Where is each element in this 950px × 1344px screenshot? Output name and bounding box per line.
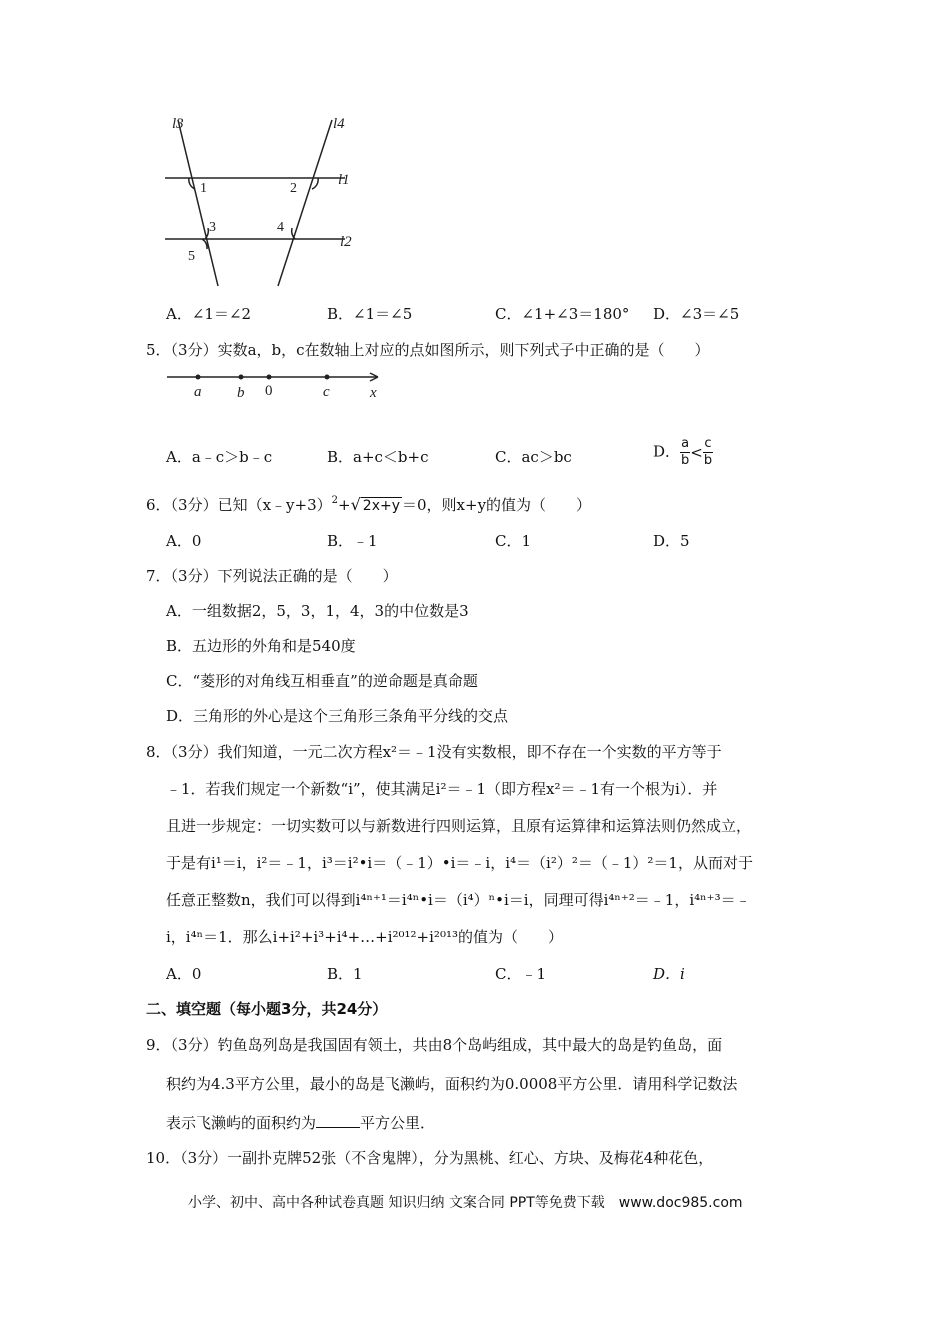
q7-option-b: B．五边形的外角和是540度 <box>166 637 356 655</box>
q8-option-d: D．i <box>653 965 685 983</box>
q4-option-d: D．∠3＝∠5 <box>653 305 740 323</box>
q5-option-c: C．ac＞bc <box>495 448 572 466</box>
angle-1: 1 <box>200 181 207 196</box>
q6-stem: 6．（3分）已知（x﹣y+3）$^2$+√ 2x+y ＝0，则x+y的值为（ ） <box>146 495 592 514</box>
q9-line-3-post: 平方公里． <box>360 1114 436 1132</box>
parallel-lines-figure <box>150 108 370 308</box>
label-l1: l1 <box>338 172 350 188</box>
q8-option-b: B．1 <box>327 965 363 983</box>
q8-line-1: 8．（3分）我们知道，一元二次方程x²＝﹣1没有实数根，即不存在一个实数的平方等于 <box>146 743 722 761</box>
q6-option-b: B．﹣1 <box>327 532 378 550</box>
q6-exponent: 2 <box>331 495 339 506</box>
number-line-figure <box>164 365 394 401</box>
q5-stem: 5．（3分）实数a，b，c在数轴上对应的点如图所示，则下列式子中正确的是（ ） <box>146 341 710 359</box>
q6-plus: + <box>338 496 351 514</box>
label-l4: l4 <box>333 116 345 132</box>
angle-3: 3 <box>209 220 216 235</box>
q7-option-d: D．三角形的外心是这个三角形三条角平分线的交点 <box>166 707 509 725</box>
q6-stem-pre: 6．（3分）已知（x﹣y+3） <box>146 496 332 514</box>
q5-option-d-prefix: D． <box>653 442 681 461</box>
q4-option-c: C．∠1+∠3＝180° <box>495 305 630 323</box>
q8-line-6: i，i⁴ⁿ＝1．那么i+i²+i³+i⁴+…+i²⁰¹²+i²⁰¹³的值为（ ） <box>166 928 563 946</box>
label-l2: l2 <box>340 234 352 250</box>
fraction-a-over-b: $\frac{a}{b}$ <box>681 436 690 468</box>
less-than: < <box>690 443 703 462</box>
axis-label-b: b <box>237 385 245 401</box>
angle-4: 4 <box>277 220 284 235</box>
q8-line-5: 任意正整数n，我们可以得到i⁴ⁿ⁺¹＝i⁴ⁿ•i＝（i⁴）ⁿ•i＝i，同理可得i⁴ⁿ⁺²＝﹣1，i⁴ⁿ⁺³＝﹣ <box>166 891 751 909</box>
q4-option-a: A．∠1＝∠2 <box>166 305 252 323</box>
axis-label-c: c <box>323 384 330 400</box>
axis-label-0: 0 <box>265 383 273 399</box>
q4-option-b: B．∠1＝∠5 <box>327 305 413 323</box>
q7-option-c: C．“菱形的对角线互相垂直”的逆命题是真命题 <box>166 672 478 690</box>
answer-blank[interactable] <box>316 1113 360 1128</box>
q8-line-2: ﹣1．若我们规定一个新数“i”，使其满足i²＝﹣1（即方程x²＝﹣1有一个根为i）．并 <box>166 780 718 798</box>
q9-line-2: 积约为4.3平方公里，最小的岛是飞濑屿，面积约为0.0008平方公里．请用科学记数法 <box>166 1075 738 1093</box>
q9-line-3 <box>166 1112 435 1133</box>
q6-stem-post: ＝0，则x+y的值为（ ） <box>402 496 592 514</box>
q5-option-d <box>653 436 713 469</box>
q5-option-b: B．a+c＜b+c <box>327 448 429 466</box>
q8-option-c: C．﹣1 <box>495 965 547 983</box>
q6-option-c: C．1 <box>495 532 532 550</box>
axis-label-x: x <box>370 385 377 401</box>
angle-5: 5 <box>188 249 195 264</box>
q6-option-a: A．0 <box>166 532 202 550</box>
q9-line-1: 9．（3分）钓鱼岛列岛是我国固有领土，共由8个岛屿组成，其中最大的岛是钓鱼岛，面 <box>146 1036 723 1054</box>
section-fill-in-heading: 二、填空题（每小题3分，共24分） <box>146 1000 388 1018</box>
q8-line-4: 于是有i¹＝i，i²＝﹣1，i³＝i²•i＝（﹣1）•i＝﹣i，i⁴＝（i²）²＝（﹣1）²＝1，从而对于 <box>166 854 753 872</box>
q7-stem: 7．（3分）下列说法正确的是（ ） <box>146 567 398 585</box>
angle-2: 2 <box>290 181 297 196</box>
page-footer: 小学、初中、高中各种试卷真题 知识归纳 文案合同 PPT等免费下载 www.doc985.com <box>188 1195 743 1211</box>
axis-label-a: a <box>194 384 202 400</box>
q8-option-a: A．0 <box>166 965 202 983</box>
q9-line-3-pre: 表示飞濑屿的面积约为 <box>166 1114 317 1132</box>
q6-radical: 2x+y <box>362 498 401 514</box>
q5-option-a: A．a﹣c＞b﹣c <box>166 448 273 466</box>
q10-line-1: 10．（3分）一副扑克牌52张（不含鬼牌），分为黑桃、红心、方块、及梅花4种花色， <box>146 1149 714 1167</box>
fraction-c-over-b: $\frac{c}{b}$ <box>703 436 713 468</box>
q8-line-3: 且进一步规定：一切实数可以与新数进行四则运算，且原有运算律和运算法则仍然成立， <box>166 817 752 835</box>
q6-option-d: D．5 <box>653 532 690 550</box>
label-l3: l3 <box>172 116 184 132</box>
q7-option-a: A．一组数据2，5，3，1，4，3的中位数是3 <box>166 602 469 620</box>
